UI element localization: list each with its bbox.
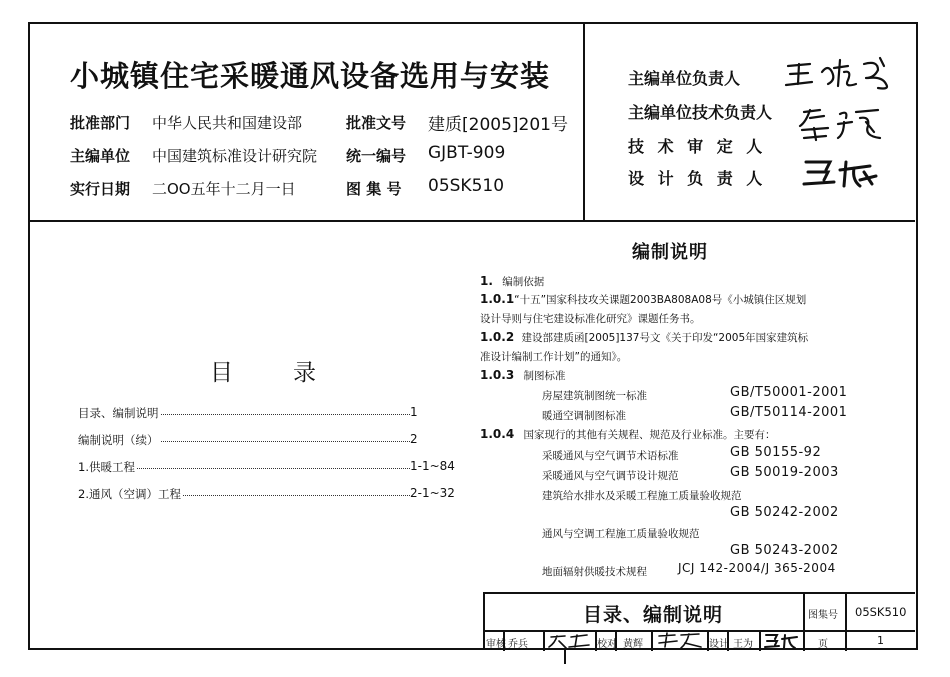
clause-1-0-2 xyxy=(480,330,808,345)
atlas-title: 小城镇住宅采暖通风设备选用与安装 xyxy=(70,59,551,93)
tb-rule xyxy=(845,594,847,651)
section-number: 1. xyxy=(480,274,493,288)
standard-name: 采暖通风与空气调节设计规范 xyxy=(542,470,679,482)
page-number: 1 xyxy=(877,634,884,647)
toc-item-page: 2 xyxy=(410,432,418,446)
tb-rule xyxy=(543,630,545,651)
approval-dept-field xyxy=(70,112,303,133)
toc-item[interactable] xyxy=(78,486,458,504)
clause-1-0-1 xyxy=(480,292,806,307)
standard-code: GB 50019-2003 xyxy=(730,465,839,480)
toc-item[interactable] xyxy=(78,405,458,423)
tb-rule xyxy=(803,594,805,651)
standard-name: 建筑给水排水及采暖工程施工质量验收规范 xyxy=(542,490,742,502)
field-value: GJBT-909 xyxy=(428,143,506,163)
section-title: 编制依据 xyxy=(502,276,545,288)
clause-number: 1.0.1 xyxy=(480,292,515,306)
field-value: 二OO五年十二月一日 xyxy=(152,180,296,198)
toc-item-page: 1-1~84 xyxy=(410,459,455,473)
check-label: 校对 xyxy=(597,639,617,650)
unified-number-field xyxy=(346,143,506,166)
reviewer-signature xyxy=(547,631,593,651)
toc-title-char: 目 xyxy=(210,360,233,386)
clause-number: 1.0.2 xyxy=(480,330,515,344)
title-block xyxy=(483,592,915,649)
reviewer-name: 乔兵 xyxy=(508,639,528,650)
field-label: 主编单位 xyxy=(70,147,131,165)
toc-title-char: 录 xyxy=(293,360,316,386)
atlas-number-field xyxy=(346,176,505,199)
clause-text: 国家现行的其他有关规程、规范及行业标准。主要有： xyxy=(523,429,776,441)
standard-name: 通风与空调工程施工质量验收规范 xyxy=(542,528,700,540)
field-value: 中华人民共和国建设部 xyxy=(152,114,303,132)
clause-number: 1.0.4 xyxy=(480,427,515,441)
drawing-name: 目录、编制说明 xyxy=(583,604,724,626)
toc-item-page: 1 xyxy=(410,405,418,419)
signature-3 xyxy=(800,156,890,192)
standard-name: 房屋建筑制图统一标准 xyxy=(542,390,647,402)
toc-item[interactable] xyxy=(78,432,458,450)
signature-2 xyxy=(796,104,886,144)
atlas-number-value: 05SK510 xyxy=(855,605,907,619)
designer-signature xyxy=(763,631,801,651)
standard-code: GB 50243-2002 xyxy=(730,543,839,558)
section-heading xyxy=(480,274,544,289)
drawing-sheet xyxy=(28,22,918,650)
field-value: 建质[2005]201号 xyxy=(428,115,568,135)
clause-1-0-3 xyxy=(480,368,566,383)
explanation-title: 编制说明 xyxy=(632,242,708,263)
clause-text: 制图标准 xyxy=(523,370,566,382)
standard-name: 采暖通风与空气调节术语标准 xyxy=(542,450,679,462)
editor-unit-field xyxy=(70,145,318,166)
field-value: 05SK510 xyxy=(428,176,505,196)
clause-text: “十五”国家科技攻关课题2003BA808A08号《小城镇住区规划 xyxy=(514,294,807,306)
responsibility-role: 主编单位负责人 xyxy=(628,69,741,88)
effective-date-field xyxy=(70,178,296,199)
responsibility-role: 设 计 负 责 人 xyxy=(628,169,767,188)
clause-text-cont: 设计导则与住宅建设标准化研究》课题任务书。 xyxy=(480,313,701,325)
standard-name: 暖通空调制图标准 xyxy=(542,410,626,422)
checker-signature xyxy=(655,631,705,651)
standard-code: GB 50242-2002 xyxy=(730,505,839,520)
standard-code: GB 50155-92 xyxy=(730,445,822,460)
clause-number: 1.0.3 xyxy=(480,368,515,382)
field-label: 图 集 号 xyxy=(346,180,402,198)
tb-rule xyxy=(651,630,653,651)
checker-name: 黄辉 xyxy=(623,639,643,650)
page-label: 页 xyxy=(818,639,828,650)
standard-name: 地面辐射供暖技术规程 xyxy=(542,566,647,578)
signature-1 xyxy=(782,54,902,92)
tb-rule xyxy=(759,630,761,651)
responsibility-role: 技 术 审 定 人 xyxy=(628,137,767,156)
standard-code: GB/T50001-2001 xyxy=(730,385,848,400)
standard-code: JCJ 142-2004/J 365-2004 xyxy=(678,561,836,575)
field-label: 统一编号 xyxy=(346,147,407,165)
toc-item-label: 编制说明（续） xyxy=(78,433,159,447)
review-label: 审核 xyxy=(486,639,506,650)
atlas-number-label: 图集号 xyxy=(808,610,838,621)
clause-text: 建设部建质函[2005]137号文《关于印发“2005年国家建筑标 xyxy=(521,332,809,344)
approval-doc-field xyxy=(346,112,568,135)
clause-text-cont: 准设计编制工作计划”的通知》。 xyxy=(480,351,628,363)
toc-title xyxy=(210,354,316,387)
header-info xyxy=(30,24,583,220)
header-divider xyxy=(583,24,585,220)
field-label: 批准文号 xyxy=(346,114,407,132)
designer-name: 王为 xyxy=(733,639,753,650)
toc-item[interactable] xyxy=(78,459,458,477)
tick-mark xyxy=(564,650,566,664)
standard-code: GB/T50114-2001 xyxy=(730,405,848,420)
toc-item-label: 1.供暖工程 xyxy=(78,460,135,474)
toc-item-page: 2-1~32 xyxy=(410,486,455,500)
field-label: 批准部门 xyxy=(70,114,131,132)
toc-item-label: 目录、编制说明 xyxy=(78,406,159,420)
field-label: 实行日期 xyxy=(70,180,131,198)
clause-1-0-4 xyxy=(480,427,776,442)
design-label: 设计 xyxy=(709,639,729,650)
responsibility-role: 主编单位技术负责人 xyxy=(628,103,773,122)
field-value: 中国建筑标准设计研究院 xyxy=(152,147,318,165)
toc-item-label: 2.通风（空调）工程 xyxy=(78,487,181,501)
header-bottom-rule xyxy=(30,220,915,222)
